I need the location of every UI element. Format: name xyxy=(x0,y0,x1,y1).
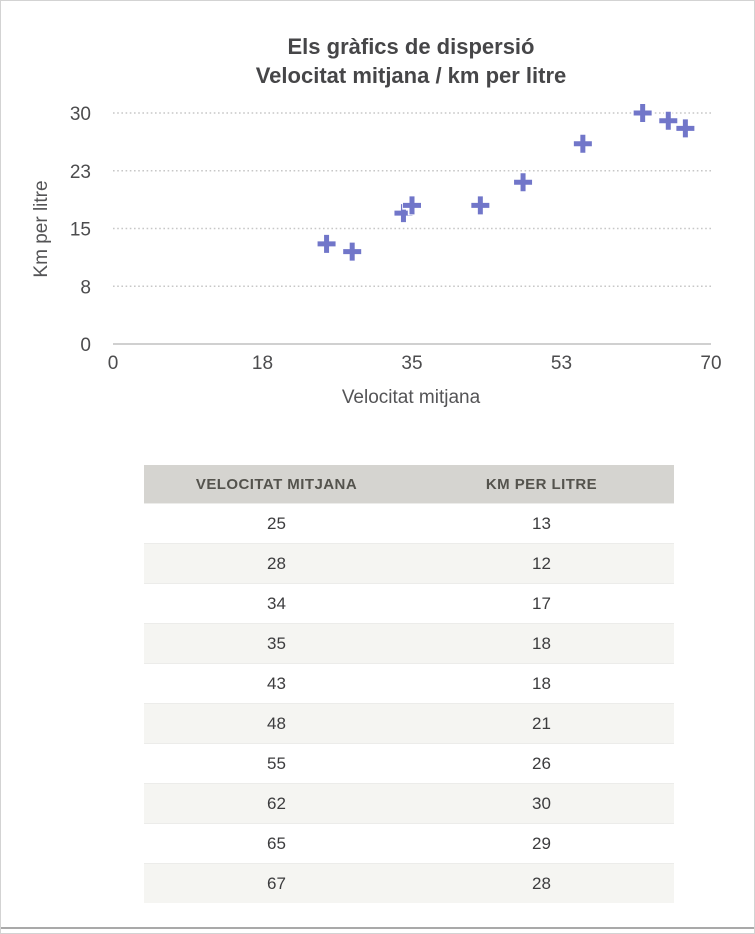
cell-km: 18 xyxy=(532,633,551,653)
y-tick-label: 0 xyxy=(80,335,91,356)
chart-title-line2: Velocitat mitjana / km per litre xyxy=(255,63,567,88)
y-tick-label: 15 xyxy=(69,219,91,241)
table-body xyxy=(144,504,674,904)
y-tick-label: 23 xyxy=(69,161,91,183)
y-tick-label: 8 xyxy=(80,277,91,299)
y-tick-label: 30 xyxy=(69,104,91,125)
table-row xyxy=(144,704,674,744)
x-tick-label: 53 xyxy=(550,353,573,374)
table-row xyxy=(144,544,674,584)
cell-km: 17 xyxy=(532,593,551,613)
table-row xyxy=(144,624,674,664)
column-header-velocitat: VELOCITAT MITJANA xyxy=(144,465,409,504)
cell-km: 26 xyxy=(532,753,551,773)
scatter-point xyxy=(659,112,677,130)
data-table xyxy=(144,465,674,903)
cell-velocitat: 67 xyxy=(267,873,286,893)
scatter-point xyxy=(318,235,336,253)
x-tick-label: 35 xyxy=(401,353,423,374)
chart-title xyxy=(112,32,710,90)
scatter-point xyxy=(574,135,592,153)
x-tick-label: 0 xyxy=(107,353,119,374)
cell-velocitat: 62 xyxy=(267,793,286,813)
cell-km: 13 xyxy=(532,513,551,533)
cell-velocitat: 34 xyxy=(267,593,286,613)
cell-km: 21 xyxy=(532,713,551,733)
cell-velocitat: 48 xyxy=(267,713,286,733)
scatter-point xyxy=(676,119,694,137)
cell-velocitat: 55 xyxy=(267,753,286,773)
table-header xyxy=(144,465,674,504)
table-row xyxy=(144,664,674,704)
scatter-point xyxy=(343,243,361,261)
column-header-km: KM PER LITRE xyxy=(409,465,674,504)
table-row xyxy=(144,504,674,544)
x-tick-label: 70 xyxy=(700,353,722,374)
cell-km: 12 xyxy=(532,553,551,573)
cell-velocitat: 43 xyxy=(267,673,286,693)
x-axis-title: Velocitat mitjana xyxy=(341,387,481,408)
table-row xyxy=(144,864,674,904)
cell-km: 29 xyxy=(532,833,551,853)
scatter-point xyxy=(634,104,652,122)
table-row xyxy=(144,744,674,784)
cell-km: 18 xyxy=(532,673,551,693)
bottom-border xyxy=(1,927,754,929)
scatter-point xyxy=(471,196,489,214)
cell-velocitat: 65 xyxy=(267,833,286,853)
cell-km: 28 xyxy=(532,873,551,893)
cell-velocitat: 25 xyxy=(267,513,286,533)
plot-area xyxy=(1,96,755,381)
table-row xyxy=(144,584,674,624)
cell-velocitat: 35 xyxy=(267,633,286,653)
table-header-row xyxy=(144,465,674,504)
cell-km: 30 xyxy=(532,793,551,813)
chart-title-line1: Els gràfics de dispersió xyxy=(287,34,535,59)
table-row xyxy=(144,784,674,824)
cell-velocitat: 28 xyxy=(267,553,286,573)
scatter-point xyxy=(514,173,532,191)
table-row xyxy=(144,824,674,864)
x-tick-label: 18 xyxy=(251,353,274,374)
y-axis-title: Km per litre xyxy=(31,180,52,278)
